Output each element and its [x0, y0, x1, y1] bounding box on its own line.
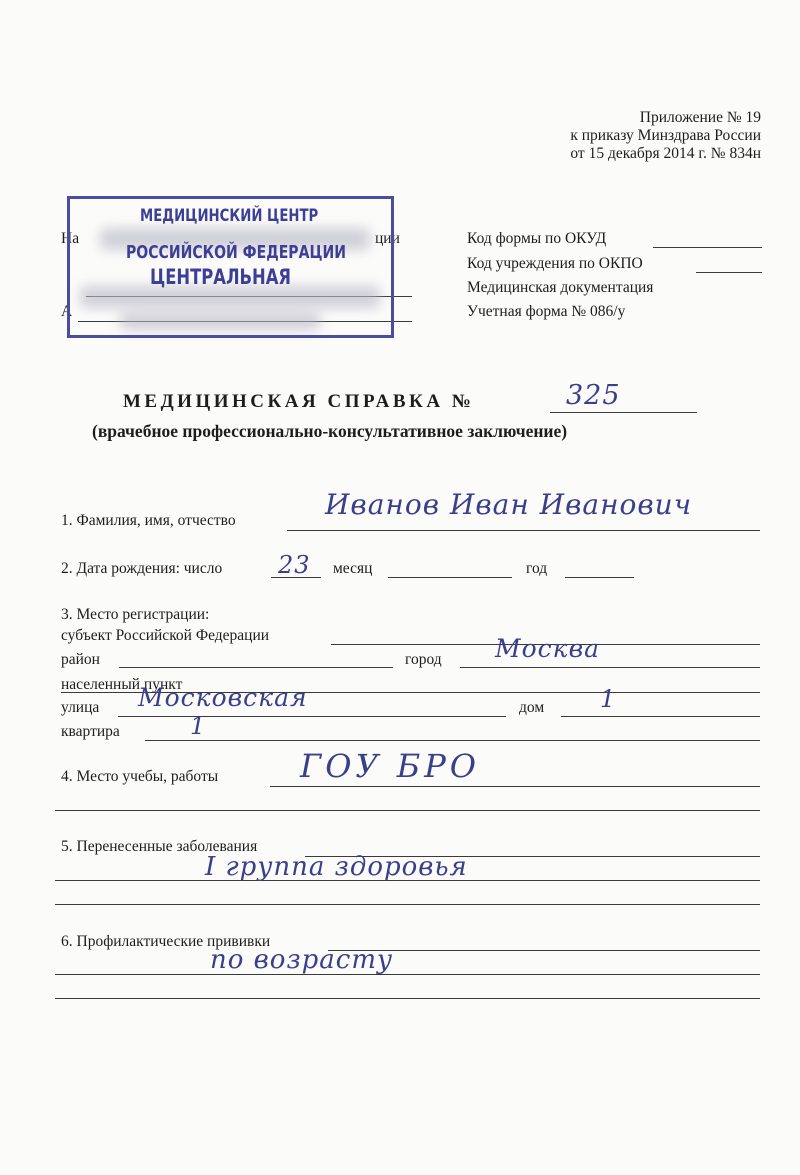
fio-label: 1. Фамилия, имя, отчество [61, 512, 236, 529]
work-line-1 [270, 786, 760, 787]
appendix-line-2: к приказу Минздрава России [570, 127, 761, 144]
vaccinations-value: по возрасту [210, 945, 394, 975]
med-doc-label: Медицинская документация [467, 279, 654, 296]
work-value: ГОУ БРО [300, 747, 480, 785]
city-value: Москва [495, 634, 601, 663]
street-line [118, 716, 506, 717]
diseases-line-3 [55, 904, 760, 905]
vaccinations-line-3 [55, 998, 760, 999]
city-label: город [405, 651, 442, 668]
dob-year-line [565, 577, 634, 578]
street-label: улица [61, 699, 100, 716]
form-label: Учетная форма № 086/у [467, 303, 626, 320]
clinic-stamp [67, 196, 394, 338]
okpo-line [696, 272, 762, 273]
district-label: район [61, 651, 100, 668]
fio-line [287, 530, 760, 531]
stamp-line-2: РОССИЙСКОЙ ФЕДЕРАЦИИ [126, 242, 346, 263]
org-name-fragment-start: На [61, 230, 80, 247]
house-label: дом [519, 699, 545, 716]
house-value: 1 [600, 685, 617, 713]
org-name-fragment-end: ции [375, 230, 400, 247]
stamp-line-3: ЦЕНТРАЛЬНАЯ [150, 265, 292, 289]
city-line [460, 667, 760, 668]
apartment-value: 1 [190, 712, 207, 740]
work-label: 4. Место учебы, работы [61, 768, 219, 785]
okpo-label: Код учреждения по ОКПО [467, 255, 643, 272]
fio-value: Иванов Иван Иванович [325, 488, 693, 521]
diseases-label: 5. Перенесенные заболевания [61, 838, 258, 855]
dob-year-label: год [526, 560, 548, 577]
appendix-line-3: от 15 декабря 2014 г. № 834н [570, 145, 761, 162]
document-subtitle: (врачебное профессионально-консультативное заключение) [92, 421, 568, 441]
dob-label: 2. Дата рождения: число [61, 560, 223, 577]
work-line-2 [55, 810, 760, 811]
address-fragment: А [61, 303, 73, 320]
dob-month-label: месяц [333, 560, 373, 577]
dob-day: 23 [278, 551, 311, 579]
house-line [561, 716, 760, 717]
street-value: Московская [138, 683, 308, 712]
apartment-line [145, 740, 760, 741]
certificate-number: 325 [566, 380, 621, 411]
appendix-line-1: Приложение № 19 [639, 109, 761, 126]
okud-line [653, 247, 762, 248]
district-line [119, 667, 393, 668]
apartment-label: квартира [61, 723, 120, 740]
subject-label: субъект Российской Федерации [61, 627, 270, 644]
document-title: МЕДИЦИНСКАЯ СПРАВКА № [123, 391, 475, 412]
vaccinations-line-2 [55, 974, 760, 975]
okud-label: Код формы по ОКУД [467, 230, 607, 247]
diseases-value: I группа здоровья [205, 852, 468, 882]
stamp-line-1: МЕДИЦИНСКИЙ ЦЕНТР [140, 206, 319, 226]
settlement-label: населенный пункт [61, 676, 183, 693]
vaccinations-label: 6. Профилактические прививки [61, 933, 271, 950]
dob-month-line [388, 577, 512, 578]
registration-label: 3. Место регистрации: [61, 606, 210, 623]
number-line [550, 412, 697, 413]
